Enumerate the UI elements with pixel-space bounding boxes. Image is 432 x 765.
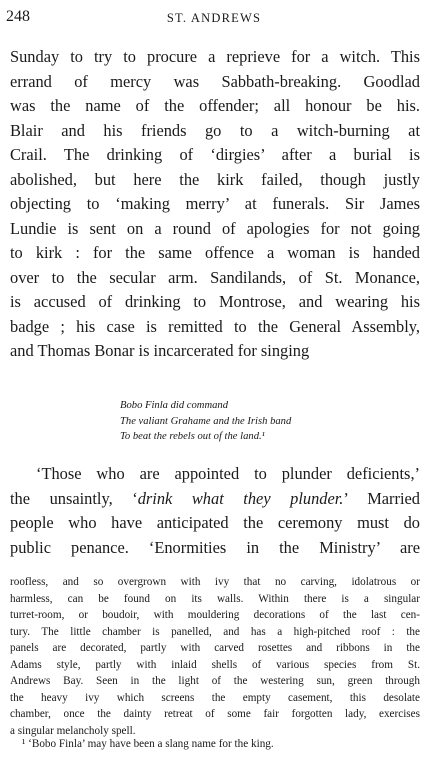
footnote-line: chamber, once the dainty retreat of some fair forgotten lady, exercises	[10, 708, 420, 720]
footnote-line: turret-room, or boudoir, with mouldering decorations of the last cen-	[10, 609, 420, 621]
text-line	[10, 487, 420, 512]
footnote-line: Andrews Bay. Seen in the light of the westering sun, green through	[10, 675, 420, 687]
text-line: and Thomas Bonar is incarcerated for singing	[10, 341, 310, 360]
text-line: people who have anticipated the ceremony must do	[10, 513, 420, 532]
text-line: over to the secular arm. Sandilands, of St. Monance,	[10, 267, 420, 287]
footnote-1: ¹ ‘Bobo Finla’ may have been a slang name for the king.	[22, 738, 274, 750]
text-line: public penance. ‘Enormities in the Ministry’ are	[10, 537, 420, 557]
verse-line: The valiant Grahame and the Irish band	[120, 415, 292, 427]
text-fragment: the unsaintly, ‘	[10, 488, 138, 508]
footnote-line: harmless, can be found on its walls. Within there is a singular	[10, 592, 420, 605]
text-line: ‘Those who are appointed to plunder deficients,’	[36, 464, 420, 483]
text-line: badge ; his case is remitted to the General Assembly,	[10, 316, 420, 336]
text-line: Lundie is sent on a round of apologies for not going	[10, 218, 420, 238]
footnote-line: the heavy ivy which screens the empty casement, this desolate	[10, 691, 420, 704]
footnote-continued	[10, 574, 420, 739]
text-line: was the name of the offender; all honour be his.	[10, 96, 420, 115]
verse-line: Bobo Finla did command	[120, 400, 228, 411]
paragraph-2	[10, 462, 420, 560]
paragraph-1	[10, 45, 420, 364]
footnote-line: tury. The little chamber is panelled, and has a high-pitched roof : the	[10, 625, 420, 638]
verse-quotation	[120, 398, 291, 445]
text-fragment: ’ Married	[343, 488, 420, 508]
footnote-line: Adams style, partly with inlaid shells of various species from St.	[10, 658, 420, 671]
page-header	[6, 8, 422, 30]
page-number: 248	[6, 8, 30, 25]
italic-quote: drink what they plunder.	[137, 488, 344, 508]
text-line: abolished, but here the kirk failed, though justly	[10, 169, 420, 189]
text-line: Crail. The drinking of ‘dirgies’ after a burial is	[10, 145, 420, 164]
running-title: ST. ANDREWS	[166, 11, 262, 25]
text-line: is accused of drinking to Montrose, and wearing his	[10, 292, 420, 311]
footnote-line: panels are decorated, partly with carved rosettes and ribbons in the	[10, 642, 420, 654]
footnote-line: a singular melancholy spell.	[10, 724, 136, 737]
text-line: objecting to ‘making merry’ at funerals. Sir James	[10, 194, 420, 213]
text-line: to kirk : for the same offence a woman is handed	[10, 243, 420, 262]
verse-line: To beat the rebels out of the land.¹	[120, 431, 265, 443]
footnote-line: roofless, and so overgrown with ivy that no carving, idolatrous or	[10, 576, 420, 588]
text-line: Blair and his friends go to a witch-burning at	[10, 120, 420, 140]
text-line: errand of mercy was Sabbath-breaking. Goodlad	[10, 71, 420, 91]
text-line: Sunday to try to procure a reprieve for a witch. This	[10, 47, 420, 66]
